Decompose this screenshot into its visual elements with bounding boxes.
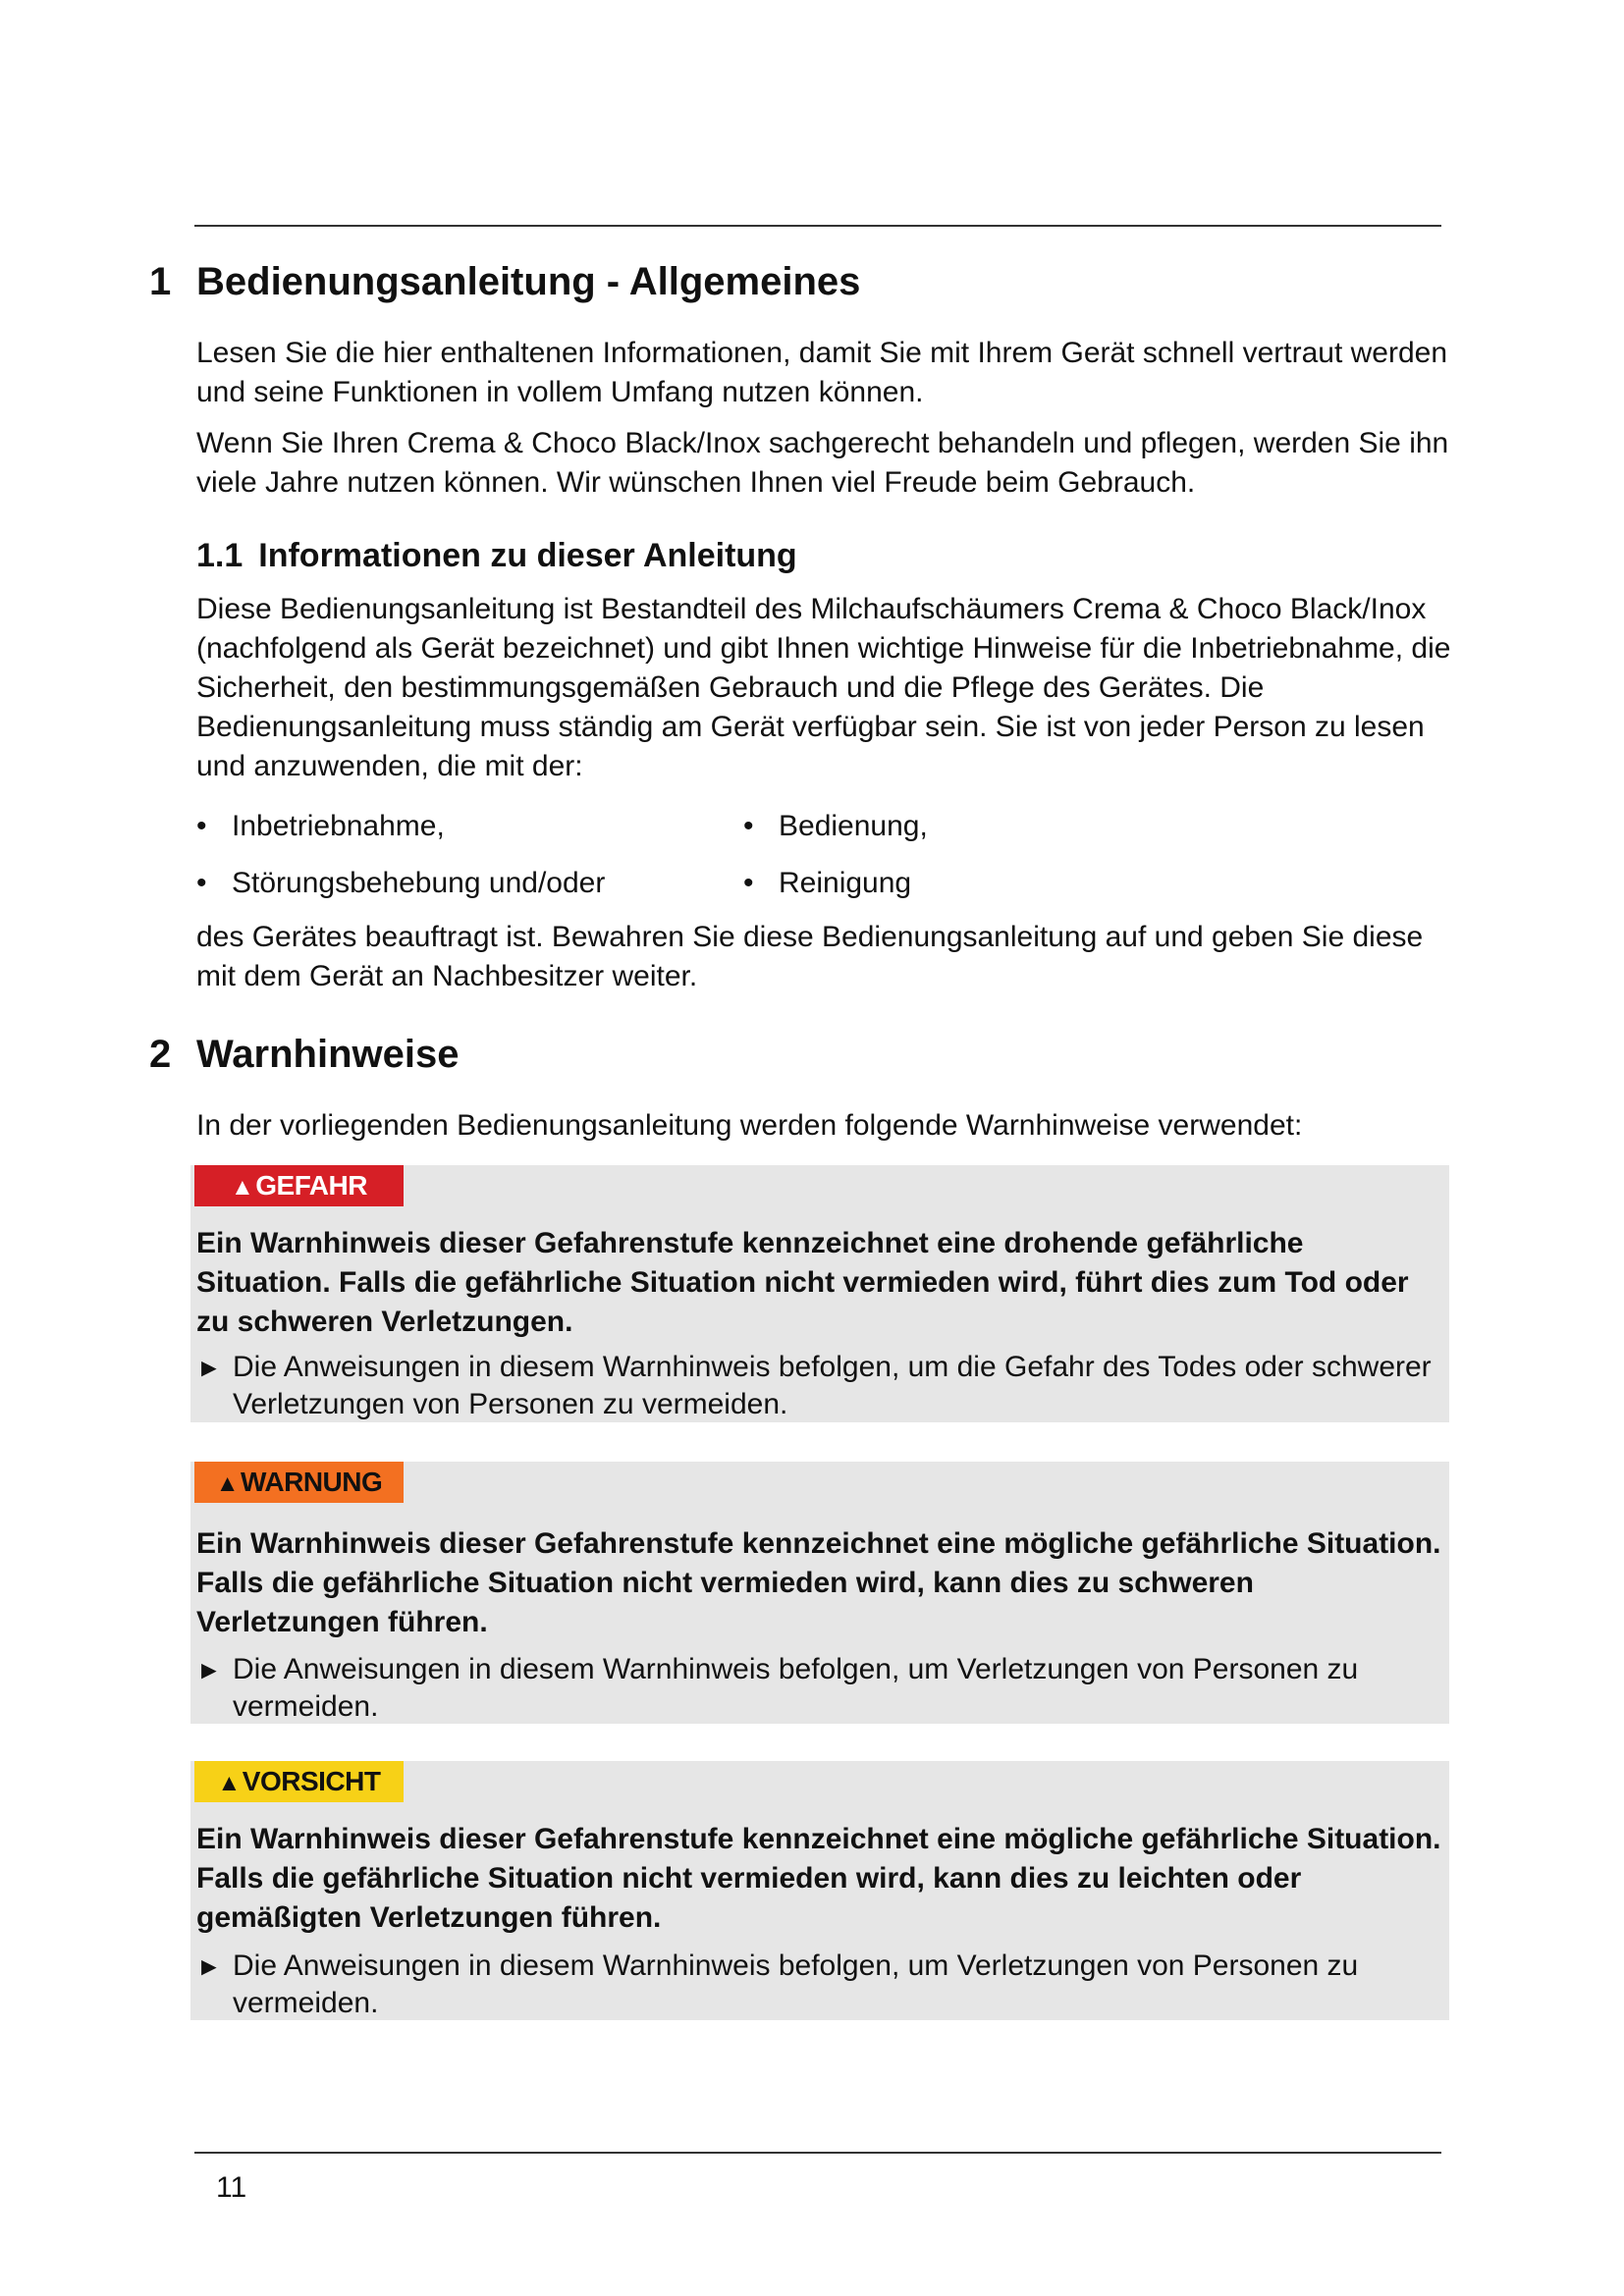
section-1-number: 1 [149,260,172,303]
bullet-dot-icon: • [743,810,754,842]
section-1-1-heading [196,535,797,576]
warning-box-danger [190,1165,1449,1422]
list-item: • Störungsbehebung und/oder [196,864,605,903]
warning-box-warning [190,1462,1449,1724]
bullet-dot-icon: • [196,810,207,842]
section-1-heading [149,258,860,305]
section-2-heading [149,1031,459,1078]
section-1-1-closing-paragraph: des Gerätes beauftragt ist. Bewahren Sie diese Bedienungsanleitung auf und geben Sie diese mit dem Gerät an Nachbesitzer weiter. [196,921,1424,992]
list-item: • Bedienung, [743,807,928,846]
footer-rule [194,2152,1441,2154]
arrow-right-icon: ► [196,1655,222,1684]
warning-triangle-icon: ▲ [231,1174,254,1201]
warning-text: Ein Warnhinweis dieser Gefahrenstufe kennzeichnet eine mögliche gefährliche Situation. Falls die gefährliche Situation nicht vermieden wird, kann dies zu leichten oder gemäßigten Verletzungen führen. [196,1823,1441,1934]
arrow-right-icon: ► [196,1951,222,1981]
warning-instruction: ► Die Anweisungen in diesem Warnhinweis befolgen, um die Gefahr des Todes oder schwerer Verletzungen von Personen zu vermeiden. [196,1351,1432,1420]
bullet-dot-icon: • [743,867,754,899]
section-2-intro: In der vorliegenden Bedienungsanleitung werden folgende Warnhinweise verwendet: [196,1109,1303,1142]
section-1-paragraph-1: Lesen Sie die hier enthaltenen Informationen, damit Sie mit Ihrem Gerät schnell vertraut werden und seine Funktionen in vollem Umfang nutzen können. [196,337,1448,408]
warning-triangle-icon: ▲ [217,1770,241,1796]
warning-text: Ein Warnhinweis dieser Gefahrenstufe kennzeichnet eine mögliche gefährliche Situation. Falls die gefährliche Situation nicht vermieden wird, kann dies zu schweren Verletzungen führen. [196,1527,1441,1638]
caution-badge: ▲VORSICHT [194,1761,404,1802]
section-1-title: Bedienungsanleitung - Allgemeines [196,260,861,303]
warning-instruction: ► Die Anweisungen in diesem Warnhinweis befolgen, um Verletzungen von Personen zu vermeiden. [196,1949,1359,2019]
section-2-title: Warnhinweise [196,1033,460,1076]
warning-instruction: ► Die Anweisungen in diesem Warnhinweis befolgen, um Verletzungen von Personen zu vermeiden. [196,1653,1359,1723]
warning-box-caution [190,1761,1449,2020]
section-1-1-title: Informationen zu dieser Anleitung [258,537,797,574]
section-1-paragraph-2: Wenn Sie Ihren Crema & Choco Black/Inox sachgerecht behandeln und pflegen, werden Sie ihn viele Jahre nutzen können. Wir wünschen Ihnen viel Freude beim Gebrauch. [196,427,1449,499]
list-item: • Reinigung [743,864,911,903]
section-2-number: 2 [149,1033,172,1076]
section-1-1-number: 1.1 [196,537,244,574]
warning-triangle-icon: ▲ [215,1470,239,1497]
bullet-dot-icon: • [196,867,207,899]
header-rule [194,225,1441,227]
warning-text: Ein Warnhinweis dieser Gefahrenstufe kennzeichnet eine drohende gefährliche Situation. Falls die gefährliche Situation nicht vermieden wird, führt dies zum Tod oder zu schweren Verletzungen. [196,1227,1409,1338]
danger-badge: ▲GEFAHR [194,1165,404,1206]
section-1-1-paragraph: Diese Bedienungsanleitung ist Bestandteil des Milchaufschäumers Crema & Choco Black/Inox (nachfolgend als Gerät bezeichnet) und gibt Ihnen wichtige Hinweise für die Inbetriebnahme, die Sicherheit, den bestimmungsgemäßen Gebrauch und die Pflege des Gerätes. Die Bedienungsanleitung muss ständig am Gerät verfügbar sein. Sie ist von jeder Person zu lesen und anzuwenden, die mit der: [196,593,1451,782]
list-item: • Inbetriebnahme, [196,807,445,846]
page-number: 11 [216,2171,247,2204]
arrow-right-icon: ► [196,1353,222,1382]
warning-badge: ▲WARNUNG [194,1462,404,1503]
